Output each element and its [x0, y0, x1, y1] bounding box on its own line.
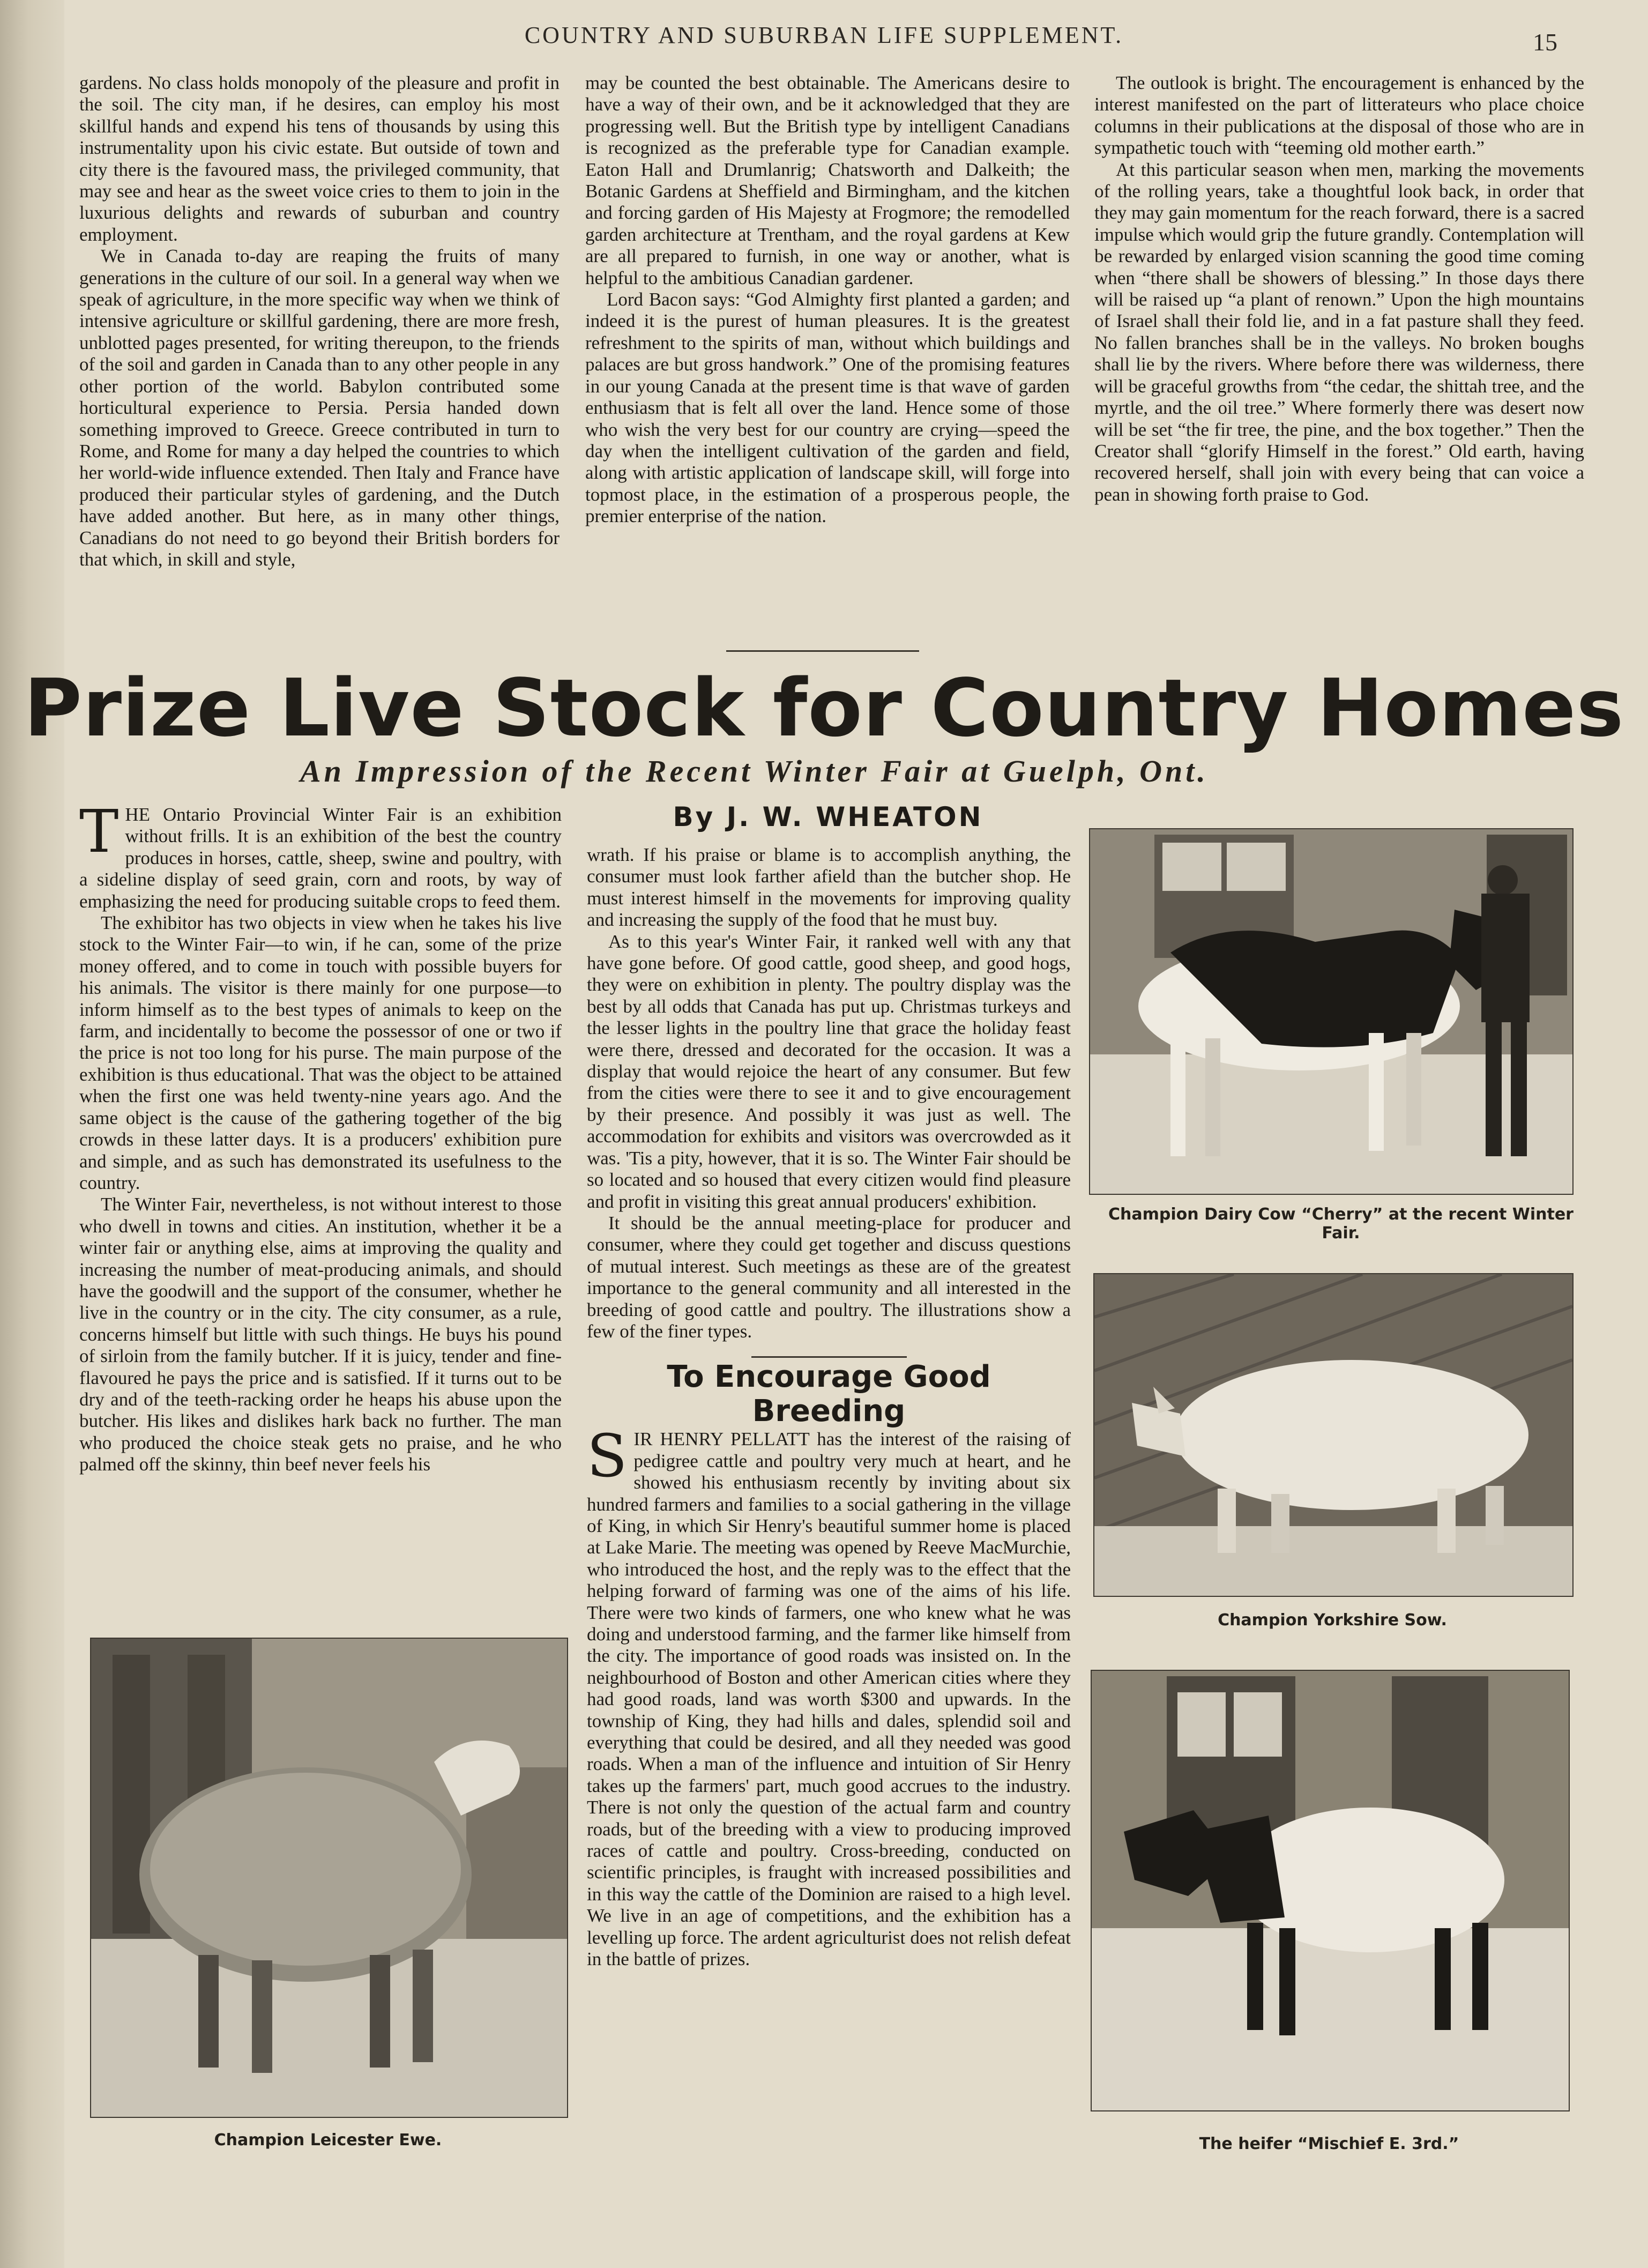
top-column-1 [79, 72, 560, 630]
photo-heifer [1091, 1670, 1570, 2111]
section-divider [751, 1356, 907, 1358]
paragraph: SIR HENRY PELLATT has the interest of the raising of pedigree cattle and poultry very much at heart, and he showed his enthusiasm recently by inviting about six hundred farmers and families to a social gathering in the village of King, in which Sir Henry's beautiful summer home is placed at Lake Marie. The meeting was opened by Reeve MacMurchie, who introduced the host, and the reply was to the effect that the helping forward of farming was one of the aims of his life. There were two kinds of farmers, one who knew what he was doing and understood farming, and the farmer like himself from the city. The importance of good roads was insisted on. In the neighbourhood of Boston and other American cities where they had good roads, land was worth $300 and upwards. In the township of King, they had hills and dales, splendid soil and everything that could be desired, and all they needed was good roads. When a man of the influence and intuition of Sir Henry takes up the farmers' part, much good accrues to the industry. There is not only the question of the actual farm and country roads, but of the breeding with a view to producing improved races of cattle and poultry. Cross-breeding, conducted on scientific principles, is fraught with increased possibilities and in this way the cattle of the Dominion are raised to a high level. We live in an age of competitions, and the exhibition has a levelling up force. The ardent agriculturist does not relish defeat in the battle of prizes. [587, 1422, 1071, 1970]
paragraph: THE Ontario Provincial Winter Fair is an exhibition without frills. It is an exhibition of the best the country produces in horses, cattle, sheep, swine and poultry, with a sideline display of seed grain, corn and roots, by way of emphasizing the need for producing suitable crops to feed them. [79, 804, 562, 912]
paragraph: It should be the annual meeting-place for producer and consumer, where they could get together and discuss questions of mutual interest. Such meetings as these are of the greatest importance to the general community and all interested in the breeding of good cattle and poultry. The illustrations show a few of the finer types. [587, 1212, 1071, 1342]
main-column-2 [587, 844, 1071, 2163]
page-number: 15 [1533, 28, 1557, 56]
caption-cow: Champion Dairy Cow “Cherry” at the recent Winter Fair. [1108, 1205, 1574, 1243]
heifer-image [1092, 1671, 1569, 2110]
cow-image [1090, 829, 1572, 1194]
top-column-3 [1094, 72, 1584, 630]
section-heading: To Encourage Good Breeding [667, 1359, 991, 1429]
sow-image [1094, 1274, 1572, 1596]
drop-cap: T [79, 804, 119, 866]
running-head: COUNTRY AND SUBURBAN LIFE SUPPLEMENT. [524, 22, 1124, 48]
drop-cap: S [587, 1422, 628, 1491]
caption-heifer: The heifer “Mischief E. 3rd.” [1199, 2135, 1459, 2153]
paragraph: gardens. No class holds monopoly of the pleasure and profit in the soil. The city man, if he desires, can employ his most skillful hands and expend his tens of thousands by using this instrumentality upon his civic estate. But outside of town and city there is the favoured mass, the privileged community, that may see and hear as the sweet voice cries to them to join in the luxurious delights and rewards of suburban and country employment. [79, 72, 560, 245]
photo-dairy-cow [1089, 828, 1574, 1195]
paragraph: The outlook is bright. The encouragement is enhanced by the interest manifested on the part of litterateurs who place choice columns in their publications at the disposal of those who are in sympathetic touch with “teeming old mother earth.” [1094, 72, 1584, 159]
paragraph: The Winter Fair, nevertheless, is not without interest to those who dwell in towns and cities. An institution, whether it be a winter fair or anything else, aims at improving the quality and increasing the number of meat-producing animals, and should have the goodwill and the support of the consumer, whether he live in the country or in the city. The city consumer, as a rule, concerns himself but little with such things. He buys his pound of sirloin from the family butcher. If it is juicy, tender and fine-flavoured he pays the price and is satisfied. If it turns out to be dry and of the teeth-racking order he heaps his abuse upon the butcher. His likes and dislikes hark back no further. The man who produced the choice steak gets no praise, and he who palmed off the skinny, thin beef never feels his [79, 1194, 562, 1475]
divider-rule [726, 650, 919, 652]
ewe-image [91, 1639, 567, 2117]
byline: By J. W. WHEATON [673, 801, 983, 832]
subhead: An Impression of the Recent Winter Fair at Guelph, Ont. [300, 754, 1209, 789]
paragraph: As to this year's Winter Fair, it ranked well with any that have gone before. Of good cattle, good sheep, and good hogs, they were on exhibition in plenty. The poultry display was the best by all odds that Canada has put up. Christmas turkeys and the lesser lights in the poultry line that grace the holiday feast were there, dressed and decorated for the occasion. It was a display that would rejoice the heart of any consumer. But few from the cities were there to see it and to give encouragement by their presence. And possibly it was just as well. The accommodation for exhibits and visitors was overcrowded as it was. 'Tis a pity, however, that it is so. The Winter Fair should be so located and so housed that every citizen would find pleasure and profit in visiting this great annual producers' exhibition. [587, 931, 1071, 1212]
paragraph: Lord Bacon says: “God Almighty first planted a garden; and indeed it is the purest of human pleasures. It is the greatest refreshment to the spirits of man, without which buildings and palaces are but gross handwork.” One of the promising features in our young Canada at the present time is that wave of garden enthusiasm that is felt all over the land. Hence some of those who wish the very best for our country are crying—speed the day when the intelligent cultivation of the garden and field, along with artistic application of landscape skill, will forge into topmost place, in the estimation of a prosperous people, the premier enterprise of the nation. [585, 289, 1070, 527]
caption-sow: Champion Yorkshire Sow. [1218, 1611, 1447, 1630]
top-column-2 [585, 72, 1070, 630]
headline: Prize Live Stock for Country Homes [24, 662, 1624, 754]
photo-yorkshire-sow [1093, 1273, 1574, 1597]
paragraph: At this particular season when men, marking the movements of the rolling years, take a thoughtful look back, in order that they may gain momentum for the reach forward, there is a sacred impulse which would grip the future grandly. Contemplation will be rewarded by enlarged vision scanning the good time coming when “there shall be showers of blessing.” In those days there will be raised up “a plant of renown.” Upon the high mountains of Israel shall their fold lie, and in a fat pasture shall they feed. No fallen branches shall be in the valleys. No broken boughs shall lie by the rivers. Where before there was wilderness, there will be graceful growths from “the cedar, the shittah tree, and the myrtle, and the oil tree.” Where formerly there was desert now will be set “the fir tree, the pine, and the box together.” Then the Creator shall “glorify Himself in the forest.” Old earth, having recovered herself, shall join with every being that can voice a pean in showing forth praise to God. [1094, 159, 1584, 505]
caption-ewe: Champion Leicester Ewe. [214, 2131, 442, 2150]
paragraph: wrath. If his praise or blame is to accomplish anything, the consumer must look farther afield than the butcher shop. He must interest himself in the movements for improving quality and increasing the supply of the food that he must buy. [587, 844, 1071, 931]
paragraph: The exhibitor has two objects in view when he takes his live stock to the Winter Fair—to win, if he can, some of the prize money offered, and to come in touch with possible buyers for his animals. The visitor is there mainly for one purpose—to inform himself as to the best types of animals to keep on the farm, and incidentally to become the possessor of one or two if the price is not too long for his purse. The main purpose of the exhibition is thus educational. That was the object to be attained when the first one was held twenty-nine years ago. And the same object is the cause of the gathering together of the big crowds in these latter days. It is a producers' exhibition pure and simple, and as such has demonstrated its usefulness to the country. [79, 912, 562, 1193]
page-spine [0, 0, 64, 2268]
paragraph: We in Canada to-day are reaping the fruits of many generations in the culture of our soil. In a general way when we speak of agriculture, in the more specific way when we think of intensive agriculture or skillful gardening, there are more fresh, unblotted pages presented, for writing thereupon, to the friends of the soil and garden in Canada than to any other people in any other portion of the world. Babylon contributed some horticultural experience to Persia. Persia handed down something improved to Greece. Greece contributed in turn to Rome, and Rome for many a day helped the countries to which her world-wide influence extended. Then Italy and France have produced their particular styles of gardening, and the Dutch have added another. But here, as in many other things, Canadians do not need to go beyond their British borders for that which, in skill and style, [79, 246, 560, 570]
photo-leicester-ewe [90, 1638, 568, 2118]
paragraph: may be counted the best obtainable. The Americans desire to have a way of their own, and be it acknowledged that they are progressing well. But the British type by intelligent Canadians is recognized as the preferable type for Canadian example. Eaton Hall and Drumlanrig; Chatsworth and Dalkeith; the Botanic Gardens at Sheffield and Birmingham, and the kitchen and forcing garden of His Majesty at Frogmore; the remodelled garden architecture at Trentham, and the royal gardens at Kew are all prepared to furnish, in one way or another, what is helpful to the ambitious Canadian gardener. [585, 72, 1070, 288]
main-column-1 [79, 804, 562, 1635]
